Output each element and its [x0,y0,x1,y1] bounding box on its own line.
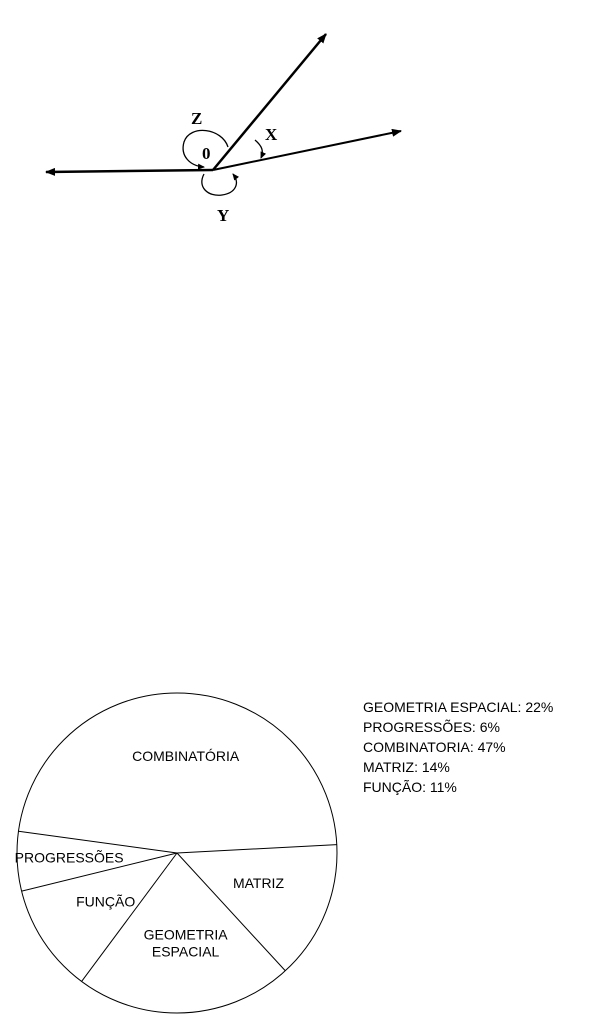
pie-slice-label: FUNÇÃO [76,893,136,910]
pie-slice-label: COMBINATÓRIA [132,748,240,765]
angle-arc-x [255,140,262,158]
pie-chart [0,640,360,1021]
legend-item-geometria-espacial: GEOMETRIA ESPACIAL: 22% [363,699,554,715]
legend-item-combinatoria: COMBINATORIA: 47% [363,739,506,755]
ray-left [46,170,213,172]
label-x: X [265,125,278,144]
label-y: Y [217,206,230,225]
legend-item-progressoes: PROGRESSÕES: 6% [363,719,500,735]
pie-slice-label: MATRIZ [232,875,285,892]
legend-item-matriz: MATRIZ: 14% [363,759,450,775]
pie-slice-label: GEOMETRIA ESPACIAL [143,926,228,960]
angle-arc-y [202,174,237,195]
angle-diagram [0,0,604,240]
label-z: Z [191,109,203,128]
legend-item-funcao: FUNÇÃO: 11% [363,779,457,795]
pie-slice-label: PROGRESSÕES [14,849,124,866]
label-origin: 0 [202,144,211,163]
pie-legend [363,697,553,797]
